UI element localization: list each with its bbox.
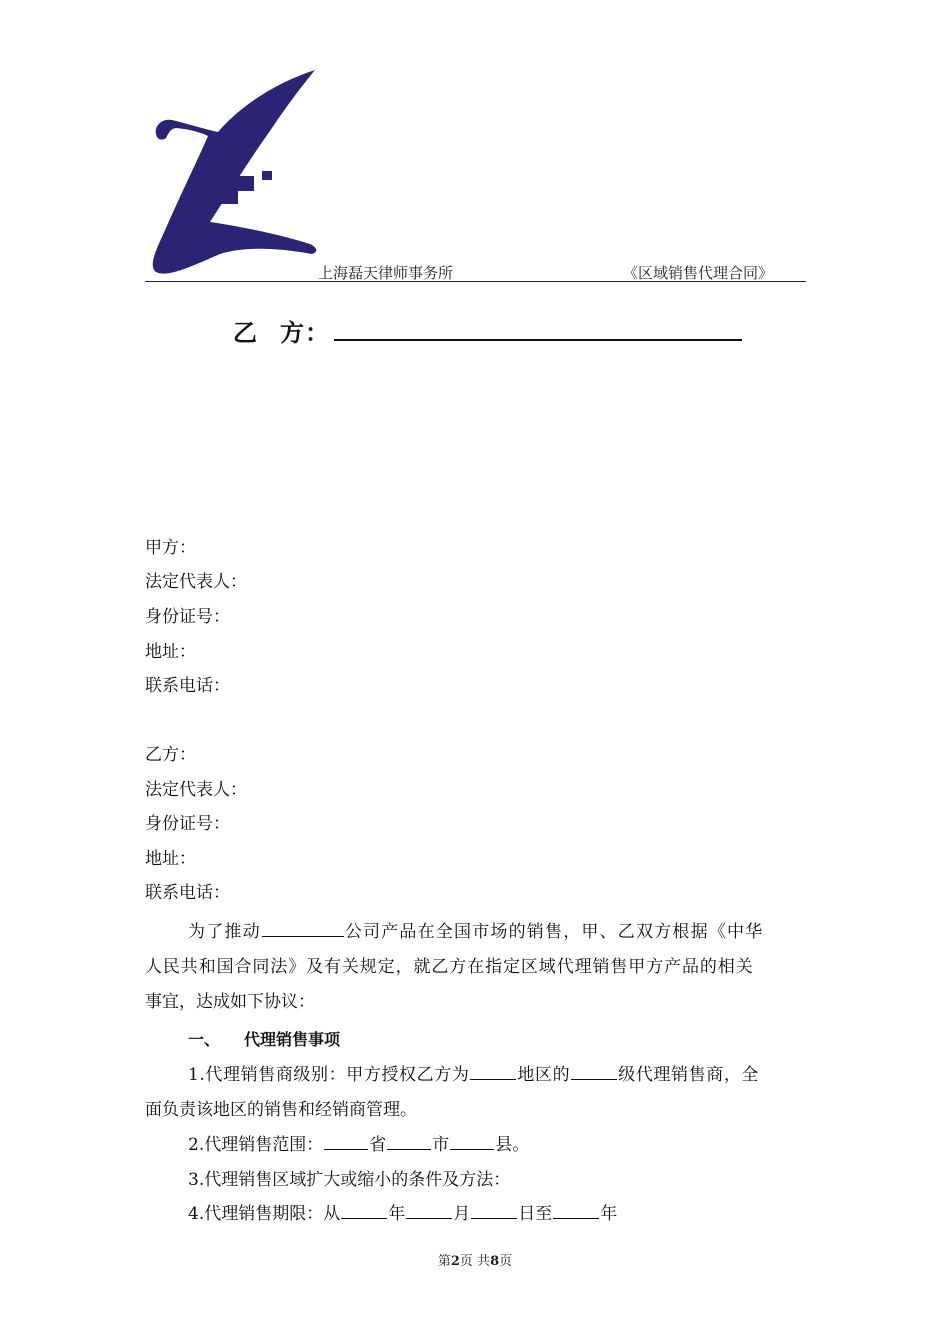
party-a-id-number: 身份证号： — [145, 607, 230, 627]
party-a-address: 地址： — [145, 642, 196, 662]
clause-3: 3.代理销售区域扩大或缩小的条件及方法： — [188, 1170, 511, 1190]
start-year-blank — [341, 1202, 387, 1219]
party-a-phone: 联系电话： — [145, 676, 230, 696]
clause-text: 年 — [388, 1204, 406, 1224]
party-b-title-suffix: 方： — [280, 319, 330, 347]
section-1-title — [188, 1027, 340, 1050]
party-b-address: 地址： — [145, 849, 196, 869]
intro-line-3: 事宜，达成如下协议： — [145, 992, 315, 1012]
footer-text: 第 — [437, 1254, 451, 1269]
footer-text: 页 — [499, 1254, 513, 1269]
region-blank — [470, 1063, 516, 1080]
party-b-title — [233, 313, 330, 348]
start-day-blank — [471, 1202, 517, 1219]
page-footer — [0, 1250, 950, 1269]
party-b-phone: 联系电话： — [145, 883, 230, 903]
party-b-title-label: 乙 — [233, 319, 258, 347]
clause-text: 年 — [600, 1204, 618, 1224]
total-page-count: 8 — [490, 1254, 500, 1269]
section-1-heading: 代理销售事项 — [244, 1030, 341, 1049]
province-blank — [324, 1133, 368, 1150]
clause-2 — [188, 1130, 529, 1155]
clause-text: 省 — [369, 1135, 387, 1155]
end-year-blank — [553, 1202, 599, 1219]
party-b-label: 乙方： — [145, 745, 196, 765]
header-doc-title: 《区域销售代理合同》 — [623, 264, 774, 282]
party-a-label: 甲方： — [145, 538, 196, 558]
clause-text: 日至 — [518, 1204, 553, 1224]
header-firm-name: 上海磊天律师事务所 — [318, 264, 454, 282]
county-blank — [450, 1133, 494, 1150]
party-a-legal-rep: 法定代表人： — [145, 572, 247, 592]
law-firm-logo — [150, 68, 322, 282]
party-b-legal-rep: 法定代表人： — [145, 780, 247, 800]
clause-1-line-2: 面负责该地区的销售和经销商管理。 — [145, 1100, 417, 1120]
header-divider — [145, 281, 806, 282]
intro-text: 为了推动 — [188, 922, 261, 942]
intro-line-1 — [188, 917, 763, 942]
company-blank — [262, 920, 344, 937]
current-page-number: 2 — [450, 1254, 460, 1269]
party-b-id-number: 身份证号： — [145, 814, 230, 834]
party-b-name-blank — [334, 339, 742, 341]
footer-text: 页 共 — [459, 1254, 491, 1269]
clause-text: 市 — [432, 1135, 450, 1155]
clause-text: 1.代理销售商级别：甲方授权乙方为 — [188, 1065, 470, 1085]
clause-text: 地区的 — [517, 1065, 571, 1085]
level-blank — [571, 1063, 617, 1080]
clause-text: 月 — [453, 1204, 471, 1224]
start-month-blank — [406, 1202, 452, 1219]
intro-text: 公司产品在全国市场的销售，甲、乙双方根据《中华 — [344, 922, 764, 942]
clause-1 — [188, 1060, 759, 1085]
clause-text: 级代理销售商，全 — [618, 1065, 760, 1085]
intro-line-2: 人民共和国合同法》及有关规定，就乙方在指定区域代理销售甲方产品的相关 — [145, 957, 754, 977]
clause-4 — [188, 1199, 617, 1224]
clause-text: 县。 — [495, 1135, 530, 1155]
clause-text: 2.代理销售范围： — [188, 1135, 324, 1155]
city-blank — [387, 1133, 431, 1150]
section-1-number: 一、 — [188, 1030, 221, 1049]
clause-text: 4.代理销售期限：从 — [188, 1204, 341, 1224]
